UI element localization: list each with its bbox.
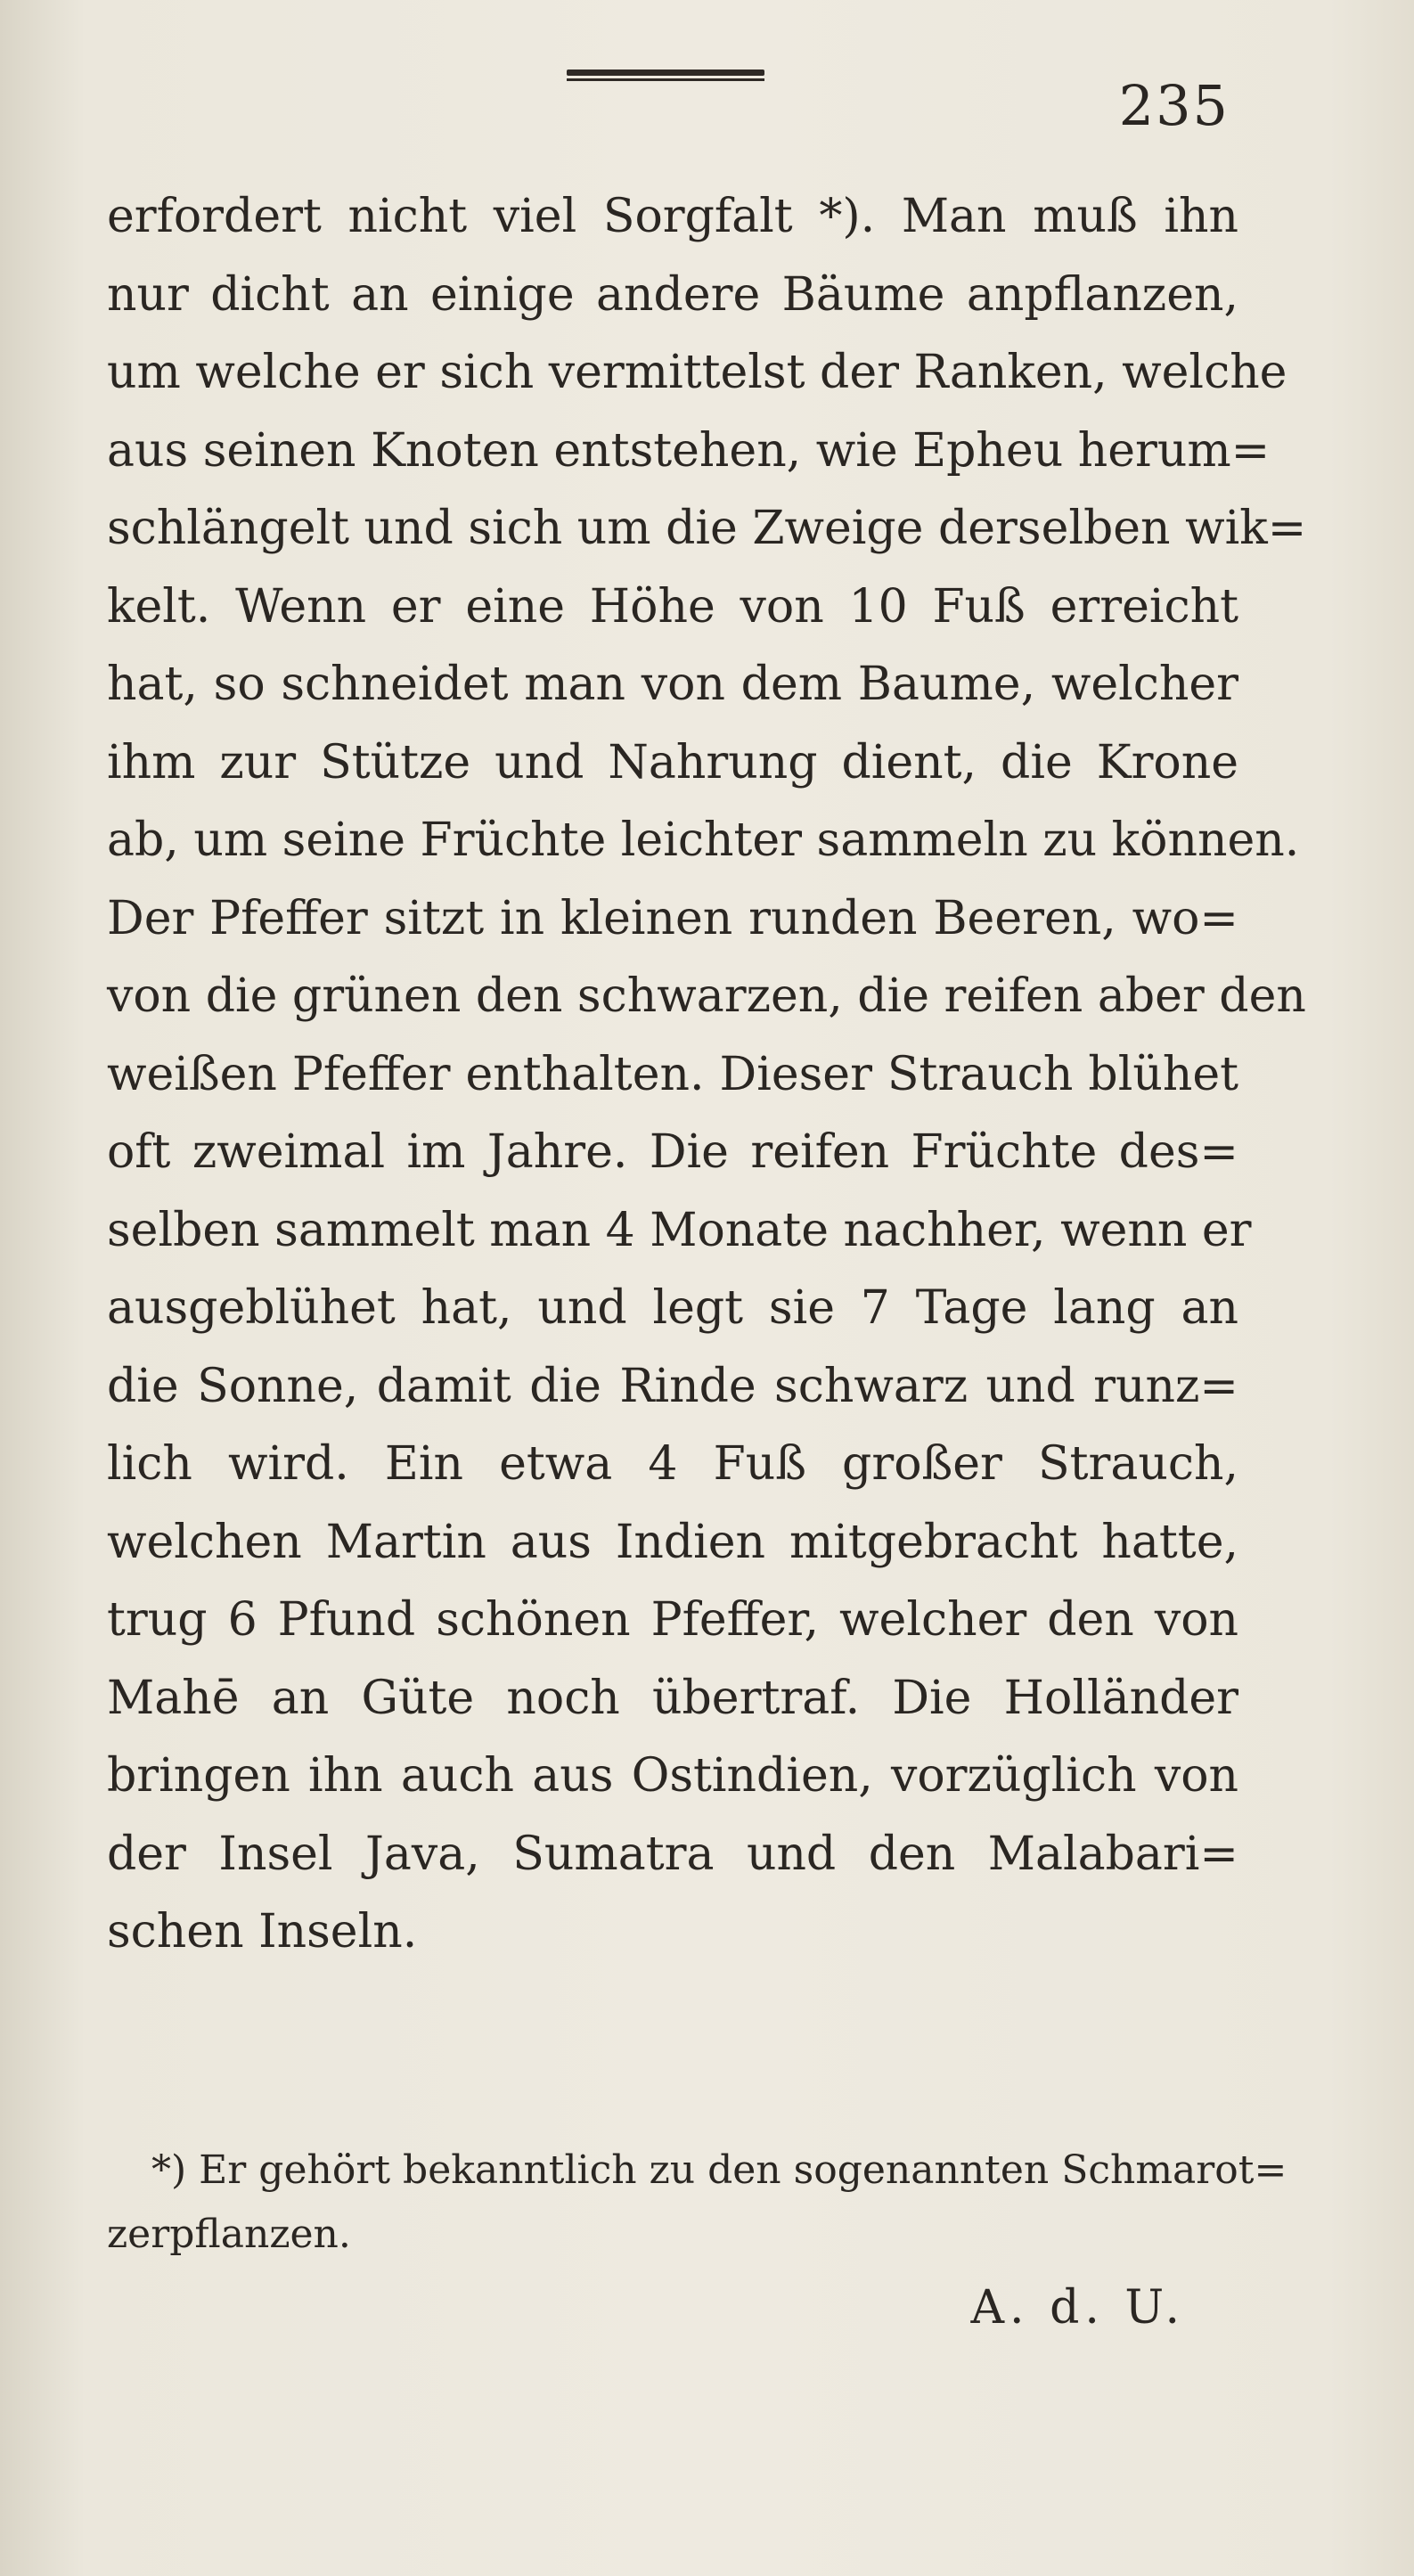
text-line: ab, um seine Früchte leichter sammeln zu können.	[107, 814, 1300, 867]
text-line: um welche er sich vermittelst der Ranken, welche	[107, 346, 1287, 399]
page-number: 235	[1118, 73, 1230, 138]
text-line: der Insel Java, Sumatra und den Malabari=	[107, 1827, 1238, 1881]
text-line: aus seinen Knoten entstehen, wie Epheu herum=	[107, 423, 1271, 478]
text-line: Mahē an Güte noch übertraf. Die Holländer	[107, 1671, 1238, 1725]
text-line: welchen Martin aus Indien mitgebracht hatte,	[107, 1515, 1238, 1569]
text-line: erfordert nicht viel Sorgfalt *). Man muß ihn	[107, 190, 1238, 243]
header-rule-thin	[567, 78, 764, 81]
text-line: lich wird. Ein etwa 4 Fuß großer Strauch,	[107, 1437, 1238, 1491]
text-line: die Sonne, damit die Rinde schwarz und runz=	[107, 1359, 1238, 1413]
text-line: hat, so schneidet man von dem Baume, welcher	[107, 658, 1238, 711]
text-line: selben sammelt man 4 Monate nachher, wenn er	[107, 1203, 1252, 1257]
text-line: nur dicht an einige andere Bäume anpflanzen,	[107, 267, 1238, 322]
text-line: bringen ihn auch aus Ostindien, vorzüglich von	[107, 1749, 1238, 1803]
footnote	[107, 2138, 1287, 2267]
text-line: Der Pfeffer sitzt in kleinen runden Beeren, wo=	[107, 891, 1238, 945]
text-line: trug 6 Pfund schönen Pfeffer, welcher den von	[107, 1593, 1238, 1647]
header-rule-thick	[567, 70, 764, 76]
text-line: weißen Pfeffer enthalten. Dieser Strauch blühet	[107, 1047, 1238, 1101]
footnote-line: zerpflanzen.	[107, 2212, 351, 2257]
text-line: schlängelt und sich um die Zweige derselben wik=	[107, 502, 1307, 555]
footnote-line: *) Er gehört bekanntlich zu den sogenannten Schmarot=	[151, 2147, 1287, 2193]
body-text	[107, 178, 1307, 1972]
text-line: schen Inseln.	[107, 1905, 418, 1959]
text-line: kelt. Wenn er eine Höhe von 10 Fuß erreicht	[107, 579, 1238, 634]
text-line: ihm zur Stütze und Nahrung dient, die Krone	[107, 735, 1238, 789]
text-line: von die grünen den schwarzen, die reifen aber den	[107, 969, 1306, 1023]
text-line: ausgeblühet hat, und legt sie 7 Tage lang an	[107, 1281, 1238, 1335]
header-rule	[567, 70, 764, 82]
footnote-signature: A. d. U.	[970, 2281, 1185, 2335]
text-line: oft zweimal im Jahre. Die reifen Früchte des=	[107, 1125, 1238, 1179]
